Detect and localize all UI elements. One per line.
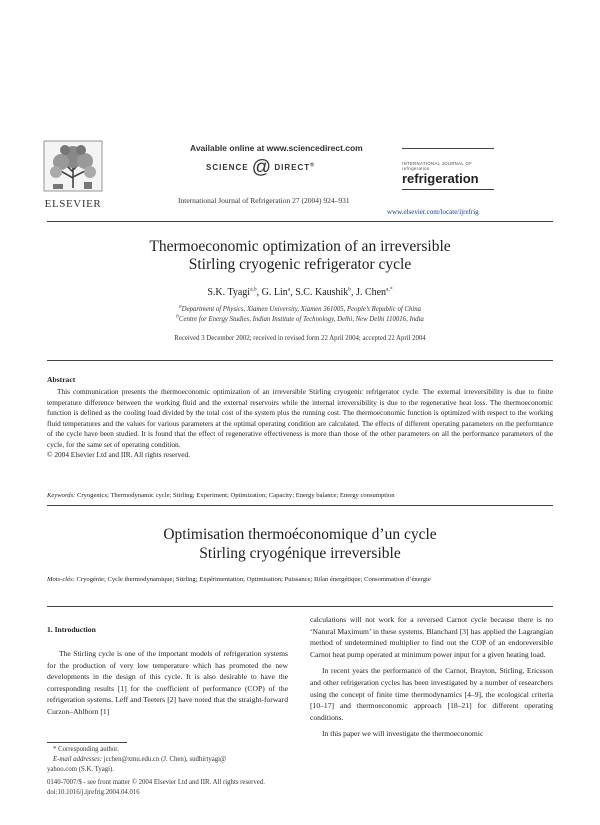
abstract-heading: Abstract (47, 375, 76, 384)
author-sep: , (351, 287, 357, 298)
affiliation-b (0, 315, 600, 325)
intro-paragraph-4: In this paper we will investigate the thermoeconomic (322, 729, 484, 739)
french-title-line2: Stirling cryogénique irreversible (199, 545, 401, 562)
affiliations (0, 305, 600, 325)
keywords (47, 492, 553, 499)
abstract-rule-top (47, 360, 553, 361)
sd-logo-direct: DIRECT (274, 163, 311, 172)
article-title-line1: Thermoeconomic optimization of an irreversible (149, 238, 451, 255)
journal-logo-rule-top (402, 148, 494, 149)
author[interactable]: S.C. Kaushik (295, 287, 349, 298)
abstract-body (47, 387, 553, 461)
footnote-email-1[interactable]: jcchen@xmu.edu.cn (J. Chen), sudhirtyagi@ (103, 756, 227, 763)
intro-paragraph-3: In recent years the performance of the Carnot, Brayton, Stirling, Ericsson and other refrigeration cycles has been investigated by a number of researchers using the concept of finite time thermodynamics [4–9], the ecological criteria [10–17] and thermoeconomic approach [18–21] for different operating conditions. (310, 666, 553, 722)
footnote-email-cont[interactable]: yahoo.com (S.K. Tyagi). (47, 766, 114, 773)
article-title-line2: Stirling cryogenic refrigerator cycle (188, 256, 412, 273)
footnote-rule (47, 742, 127, 743)
intro-paragraph-2: calculations will not work for a reversed Carnot cycle because there is no ‘Natural Maximum’ in these systems. Blanchard [3] has applied the Lagrangian method of undetermined multiplier to find out the COP of an endoreversible Carnot heat pump operated at minimum power input for a given heating load. (310, 615, 553, 659)
french-rule (47, 606, 553, 607)
right-column (310, 614, 553, 740)
available-online-text: Available online at www.sciencedirect.com (190, 143, 363, 153)
journal-citation: International Journal of Refrigeration 27 (2004) 924–931 (178, 196, 350, 205)
french-title-line1: Optimisation thermoéconomique d’un cycle (163, 526, 437, 543)
journal-logo-title: refrigeration (402, 171, 479, 186)
sciencedirect-logo (206, 157, 315, 179)
footer (47, 778, 553, 798)
article-title (0, 238, 600, 274)
footer-issn: 0140-7007/$ - see front matter © 2004 Elsevier Ltd and IIR. All rights reserved. (47, 779, 265, 786)
keywords-list: Cryogenics; Thermodynamic cycle; Stirling; Experiment; Optimization; Capacity; Energy balance; Energy consumption (76, 492, 395, 499)
journal-logo-smallcaps-1: INTERNATIONAL JOURNAL OF (402, 161, 473, 166)
footnote (47, 745, 288, 775)
journal-logo-rule-bottom (402, 189, 494, 190)
elsevier-logo (43, 140, 103, 208)
left-column (47, 648, 288, 718)
french-keywords-label: Mots-clés: (47, 576, 75, 583)
journal-logo (402, 148, 494, 190)
author[interactable]: G. Lin (261, 287, 288, 298)
journal-logo-smallcaps-2: refrigeration (402, 166, 430, 171)
footnote-corresponding: * Corresponding author. (53, 746, 119, 753)
section-heading-introduction: 1. Introduction (47, 625, 96, 634)
abstract-copyright: © 2004 Elsevier Ltd and IIR. All rights reserved. (47, 450, 190, 459)
author[interactable]: J. Chen (356, 287, 387, 298)
author-sup: a,b (250, 286, 257, 293)
elsevier-tree-icon (43, 140, 103, 192)
header-rule (47, 221, 553, 222)
elsevier-wordmark: ELSEVIER (44, 198, 102, 210)
affiliation-a (0, 305, 600, 315)
intro-paragraph-1: The Stirling cycle is one of the important models of refrigeration systems for the production of very low temperature which has promoted the new developments in the design of this cycle. It is also desirable to have the corresponding results [1] for the coefficient of performance (COP) of the refrigeration systems. Leff and Teeters [2] have noted that the straight-forward Curzon–Ahlborn [1] (47, 649, 288, 716)
french-keywords (47, 575, 553, 585)
author-list (0, 287, 600, 298)
french-title (0, 525, 600, 563)
footnote-email (47, 755, 288, 765)
affiliation-a-sup: a (178, 303, 182, 310)
author-sep: , (290, 287, 296, 298)
affiliation-b-text: Centre for Energy Studies, Indian Institute of Technology, Delhi, New Delhi 110016, India (178, 316, 424, 323)
affiliation-a-text: Department of Physics, Xiamen University, Xiamen 361005, People’s Republic of China (181, 306, 422, 313)
author-sup: a (287, 286, 291, 293)
author[interactable]: S.K. Tyagi (207, 287, 251, 298)
sd-logo-tm: ® (310, 162, 316, 169)
sd-logo-at: @ (251, 157, 272, 178)
abstract-text: This communication presents the thermoeconomic optimization of an irreversible Stirling cryogenic refrigerator cycle. The external irreversibility is due to finite temperature difference between the working fluid and the external reservoirs while the internal irreversibility is due to the regenerative heat loss. The thermoeconomic function is defined as the cooling load divided by the total cost of the system plus the running cost. The thermoeconomic function is optimized with respect to the working fluid temperatures and the values for various parameters at the optimal operating condition are calculated. The effects of different operating parameters on the performance of the cycle have been studied. It is found that the effect of regenerative effectiveness is more than those of the other parameters on all the performance parameters of the cycle, for the same set of operating condition. (47, 387, 553, 449)
footnote-email-label: E-mail addresses: (53, 756, 103, 763)
received-dates: Received 3 December 2002; received in revised form 22 April 2004; accepted 22 April 2004 (174, 335, 426, 342)
affiliation-b-sup: b (176, 313, 179, 320)
footer-doi[interactable]: doi:10.1016/j.ijrefrig.2004.04.016 (47, 789, 140, 796)
french-keywords-list: Cryogénie; Cycle thermodynamique; Stirling; Expérimentation; Optimisation; Puissance; Bilan énergétique; Consommation d’énergie (76, 576, 431, 583)
keywords-label: Keywords: (47, 492, 76, 499)
keywords-rule (47, 505, 553, 506)
author-sep: , (256, 287, 262, 298)
sd-logo-science: SCIENCE (206, 163, 249, 172)
author-sup: a,* (386, 286, 393, 293)
journal-url-link[interactable]: www.elsevier.com/locate/ijrefrig (387, 208, 479, 216)
author-sup: b (348, 286, 352, 293)
